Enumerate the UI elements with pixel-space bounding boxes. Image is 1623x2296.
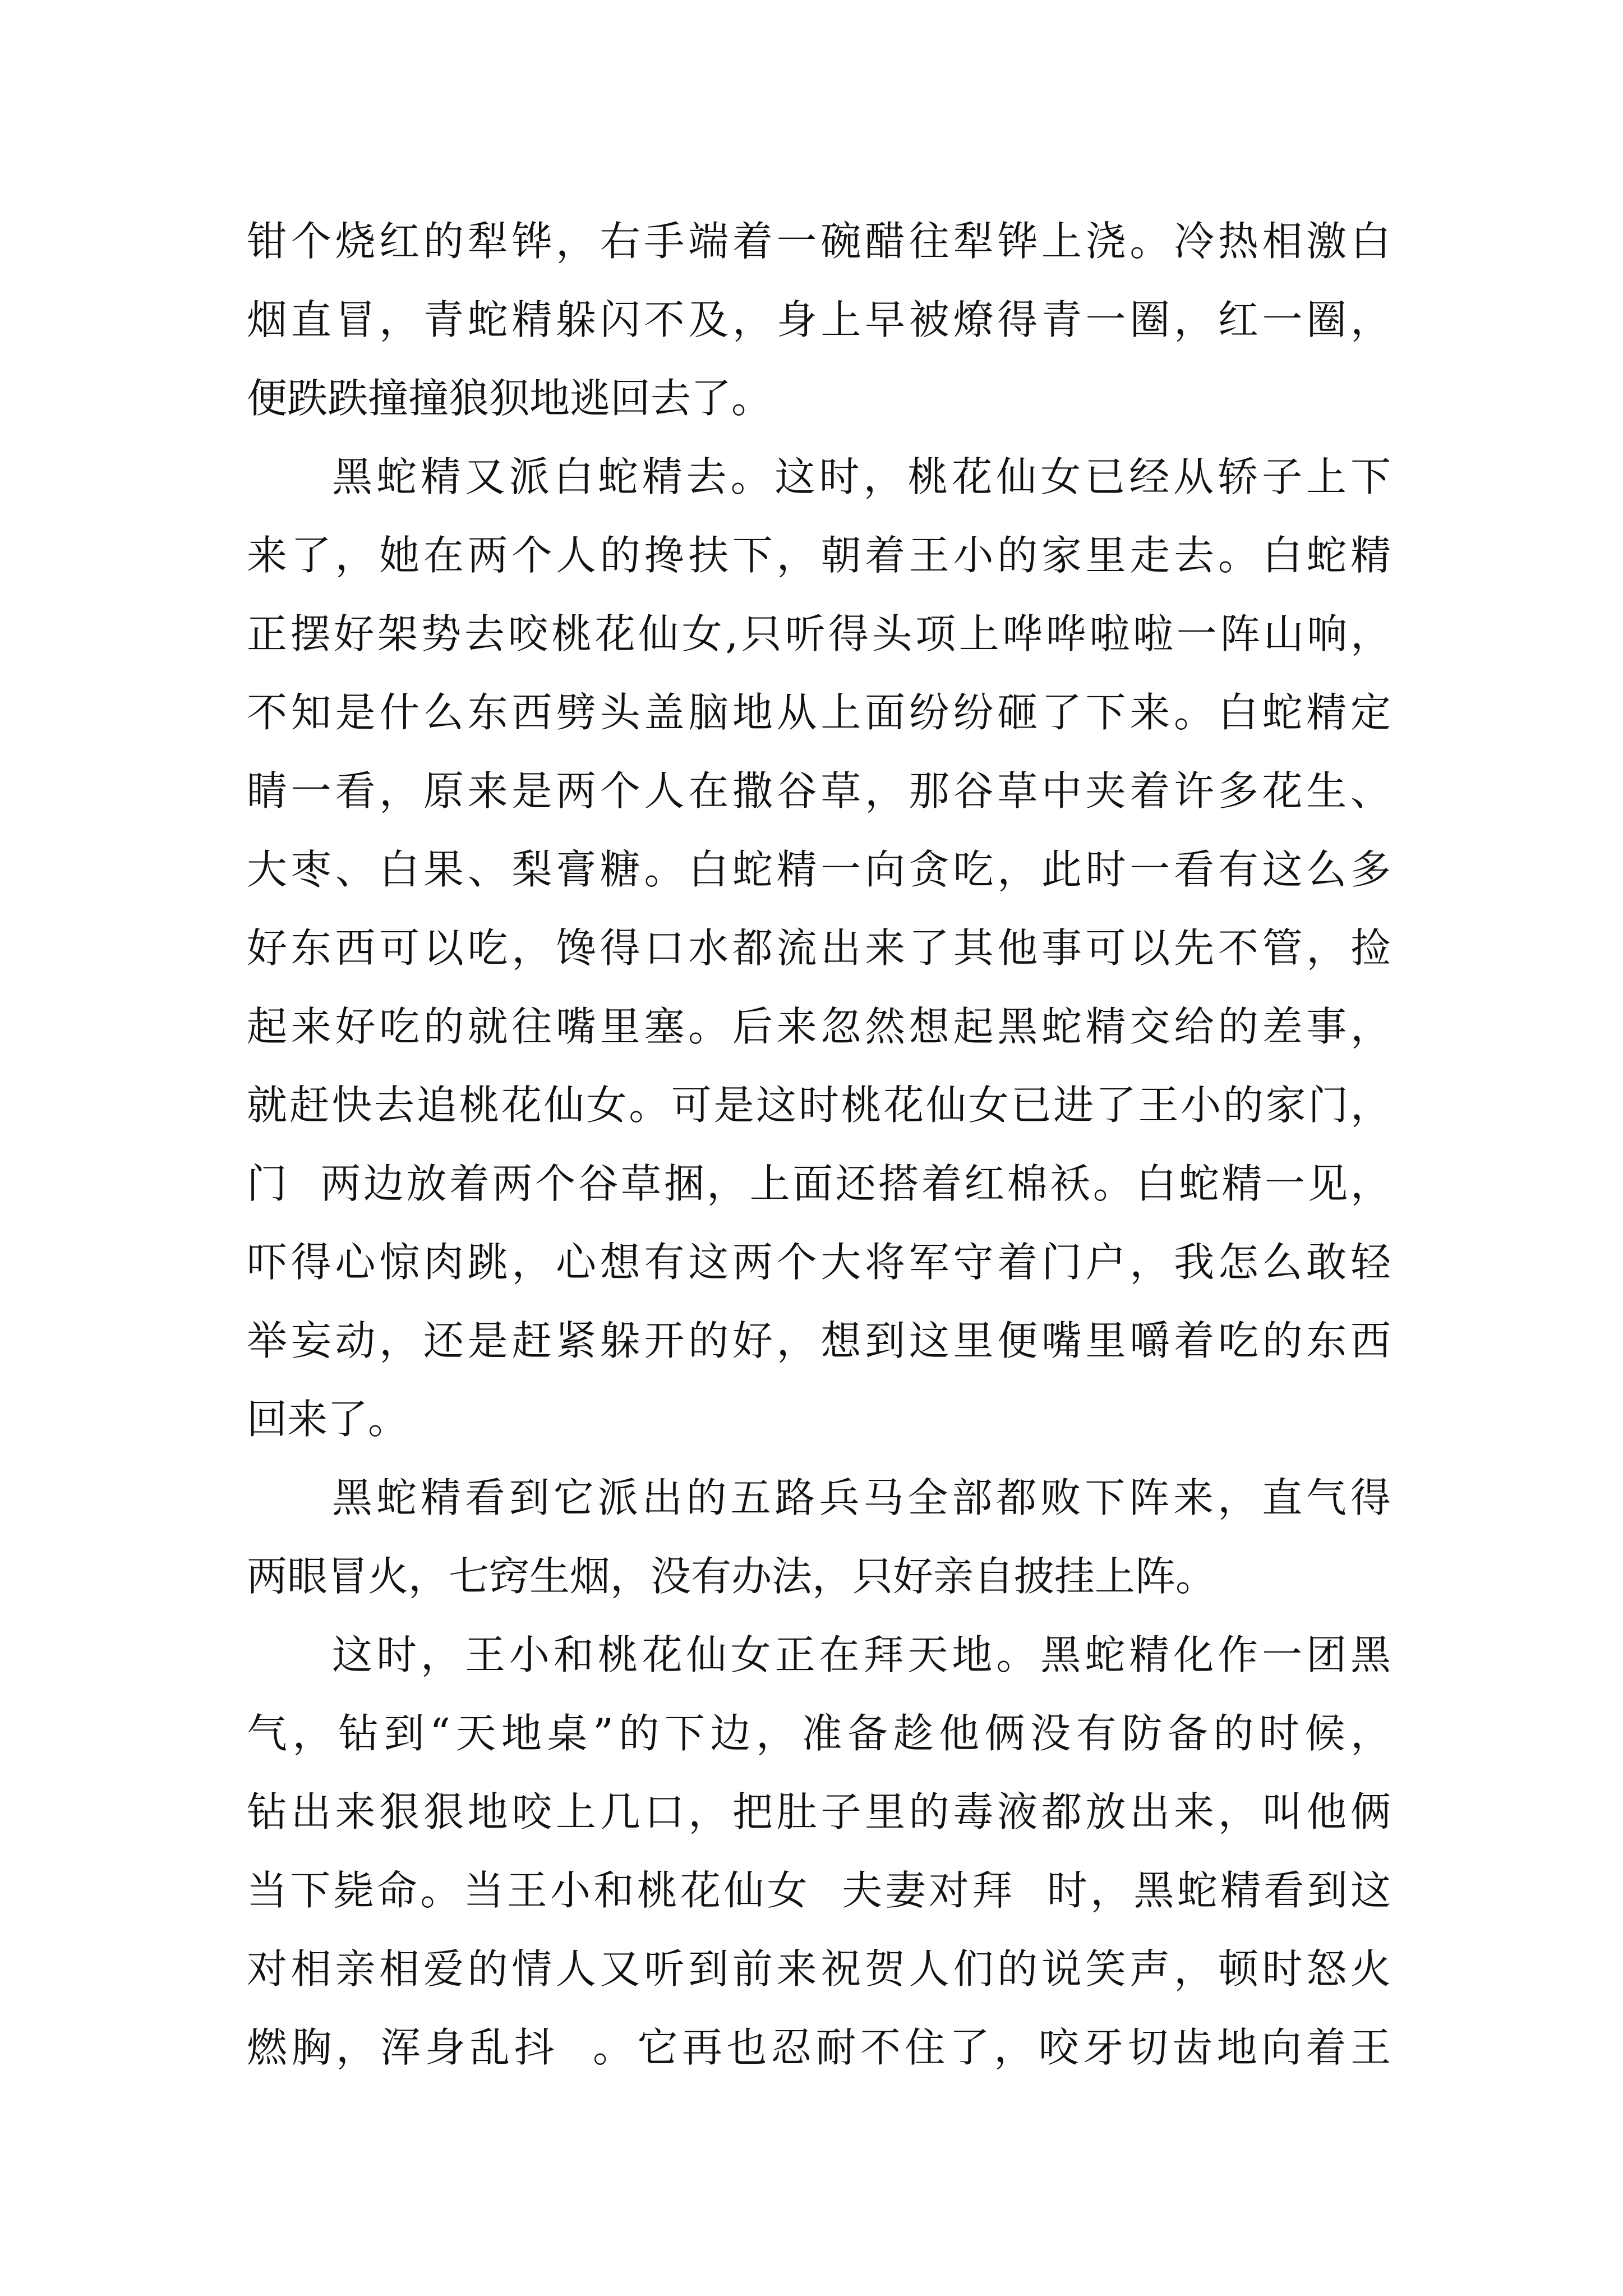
text-line: 来了，她在两个人的搀扶下，朝着王小的家里走去。白蛇精	[247, 532, 1391, 579]
text-line: 燃胸，浑身乱抖 。它再也忍耐不住了，咬牙切齿地向着王	[247, 2024, 1391, 2071]
text-line: 当下毙命。当王小和桃花仙女 夫妻对拜 时，黑蛇精看到这	[247, 1867, 1391, 1914]
body-text	[247, 202, 1391, 2087]
text-line: 钻出来狠狠地咬上几口，把肚子里的毒液都放出来，叫他俩	[247, 1788, 1391, 1835]
text-line: 举妄动，还是赶紧躲开的好，想到这里便嘴里嚼着吃的东西	[247, 1317, 1391, 1364]
text-line: 起来好吃的就往嘴里塞。后来忽然想起黑蛇精交给的差事，	[247, 1003, 1391, 1050]
text-line: 就赶快去追桃花仙女。可是这时桃花仙女已进了王小的家门，	[247, 1082, 1391, 1129]
text-line: 正摆好架势去咬桃花仙女,只听得头项上哗哗啦啦一阵山响，	[247, 610, 1391, 657]
text-line: 对相亲相爱的情人又听到前来祝贺人们的说笑声，顿时怒火	[247, 1945, 1391, 1993]
text-line: 不知是什么东西劈头盖脑地从上面纷纷砸了下来。白蛇精定	[247, 689, 1391, 736]
text-line: 回来了。	[247, 1396, 409, 1443]
text-line: 便跌跌撞撞狼狈地逃回去了。	[247, 375, 772, 422]
text-line: 黑蛇精又派白蛇精去。这时，桃花仙女已经从轿子上下	[332, 453, 1391, 500]
text-line: 睛一看，原来是两个人在撒谷草，那谷草中夹着许多花生、	[247, 767, 1391, 815]
text-line: 烟直冒，青蛇精躲闪不及，身上早被燎得青一圈，红一圈，	[247, 296, 1391, 343]
text-line: 气，钻到“天地桌”的下边，准备趁他俩没有防备的时候，	[247, 1710, 1391, 1757]
text-line: 这时，王小和桃花仙女正在拜天地。黑蛇精化作一团黑	[332, 1631, 1391, 1678]
text-line: 黑蛇精看到它派出的五路兵马全部都败下阵来，直气得	[332, 1474, 1391, 1521]
text-line: 门 两边放着两个谷草捆，上面还搭着红棉袄。白蛇精一见，	[247, 1160, 1391, 1207]
text-line: 钳个烧红的犁铧，右手端着一碗醋往犁铧上浇。冷热相激白	[247, 218, 1391, 265]
text-line: 两眼冒火，七窍生烟，没有办法，只好亲自披挂上阵。	[247, 1553, 1216, 1600]
text-line: 好东西可以吃，馋得口水都流出来了其他事可以先不管，捡	[247, 924, 1391, 972]
text-line: 大枣、白果、梨膏糖。白蛇精一向贪吃，此时一看有这么多	[247, 846, 1391, 893]
text-line: 吓得心惊肉跳，心想有这两个大将军守着门户，我怎么敢轻	[247, 1239, 1391, 1286]
